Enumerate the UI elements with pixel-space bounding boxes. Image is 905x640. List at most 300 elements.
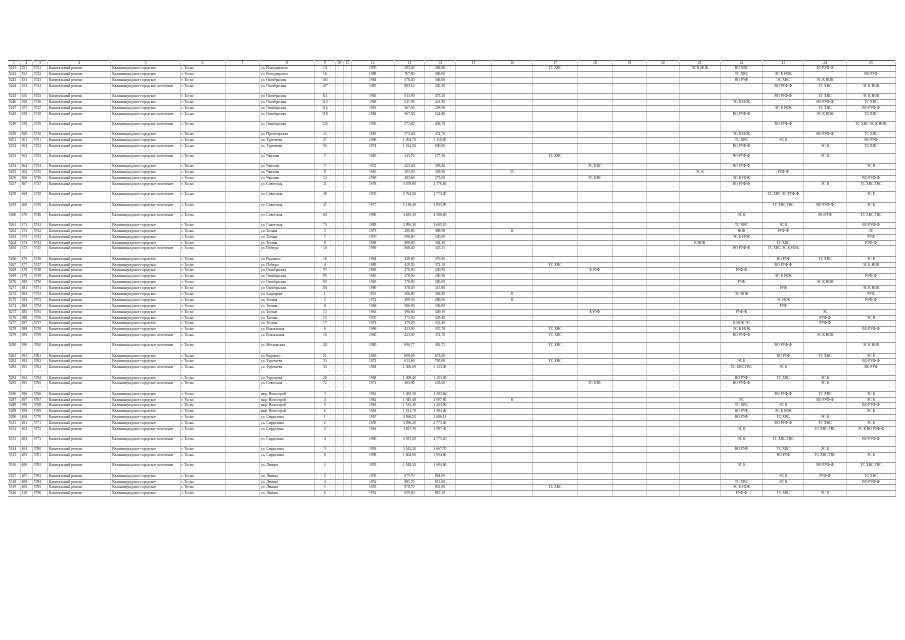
- table-cell: Калининградское городское: [111, 66, 180, 72]
- table-cell: 1: [315, 291, 335, 297]
- table-cell: 5722: [32, 72, 47, 78]
- table-row: [8, 381, 896, 391]
- table-cell: Калининградское городское: [111, 479, 180, 485]
- table-cell: [533, 365, 578, 375]
- table-cell: [577, 437, 612, 447]
- table-cell: Калининградское городское поселение: [111, 333, 180, 343]
- table-cell: 1958: [351, 421, 394, 427]
- table-cell: 5286: [8, 391, 20, 397]
- table-cell: 103: [315, 78, 335, 84]
- table-cell: 372: [20, 228, 32, 234]
- table-cell: Калининградское городское: [111, 415, 180, 421]
- table-cell: [612, 154, 647, 164]
- table-cell: Капитальный ремонт: [48, 391, 111, 397]
- table-cell: [455, 426, 492, 436]
- table-cell: Калининградское городское: [111, 403, 180, 409]
- table-cell: 101: [315, 286, 335, 292]
- table-cell: 5723: [32, 78, 47, 84]
- table-cell: ВО РУФ-Ф: [804, 132, 847, 138]
- column-number: 2: [20, 61, 32, 66]
- table-cell: 5728: [32, 111, 47, 121]
- table-cell: г. Тосно: [180, 132, 225, 138]
- table-cell: [455, 437, 492, 447]
- table-cell: г. Тосно: [180, 72, 225, 78]
- table-cell: 15: [315, 315, 335, 321]
- table-cell: [335, 463, 343, 473]
- table-cell: 343,70: [394, 154, 425, 164]
- table-cell: ЭС: [720, 397, 763, 403]
- table-cell: 1 366,00: [394, 365, 425, 375]
- table-cell: 5762: [32, 359, 47, 365]
- table-cell: [647, 463, 680, 473]
- table-row: [8, 182, 896, 192]
- table-cell: ЭС К: [804, 447, 847, 453]
- table-cell: [492, 333, 533, 343]
- table-cell: БО РУФ-Ф: [804, 66, 847, 72]
- table-cell: 107: [315, 84, 335, 94]
- table-cell: г. Тосно: [180, 491, 225, 497]
- table-cell: [763, 333, 804, 343]
- table-cell: 387: [20, 321, 32, 327]
- table-cell: [533, 212, 578, 222]
- table-cell: Калининградское городское: [111, 256, 180, 262]
- table-cell: [492, 192, 533, 202]
- table-cell: 5731: [32, 138, 47, 144]
- table-cell: 5320: [8, 491, 20, 497]
- table-cell: 1972: [351, 381, 394, 391]
- table-cell: 476,00: [425, 256, 456, 262]
- table-cell: 3 827,30: [394, 426, 425, 436]
- table-cell: 5263: [8, 234, 20, 240]
- table-cell: [577, 154, 612, 164]
- table-cell: 349,10: [425, 309, 456, 315]
- table-row: [8, 365, 896, 375]
- table-cell: ВО РУФ: [763, 256, 804, 262]
- table-cell: 4: [315, 479, 335, 485]
- table-cell: ВО РУФ-Ф: [846, 176, 895, 182]
- table-cell: ул. Рядового: [260, 353, 315, 359]
- table-cell: 378: [20, 268, 32, 274]
- table-cell: [612, 212, 647, 222]
- table-cell: 275,00: [425, 176, 456, 182]
- table-cell: ТС ХВС: [846, 100, 895, 106]
- table-cell: ул. Октябрьская: [260, 111, 315, 121]
- table-cell: 303,90: [394, 170, 425, 176]
- table-cell: г. Тосно: [180, 415, 225, 421]
- table-cell: 1 493,10: [394, 391, 425, 397]
- table-cell: 475,20: [425, 94, 456, 100]
- table-cell: [492, 122, 533, 132]
- table-cell: [343, 192, 351, 202]
- table-cell: Капитальный ремонт: [48, 409, 111, 415]
- table-cell: РУФ-Ф: [720, 491, 763, 497]
- table-cell: ул. Ленина: [260, 485, 315, 491]
- table-cell: Калининградское городское: [111, 132, 180, 138]
- table-cell: Калининградское городское: [111, 491, 180, 497]
- table-cell: ЭС К: [846, 202, 895, 212]
- table-cell: ЭС К НОК: [720, 100, 763, 106]
- table-cell: ТС ХВС ЭС К НОК: [763, 246, 804, 256]
- table-cell: [612, 381, 647, 391]
- table-cell: 5284: [8, 375, 20, 381]
- table-cell: [647, 84, 680, 94]
- table-cell: [225, 144, 260, 154]
- table-cell: 1962: [351, 426, 394, 436]
- table-cell: Калининградское городское: [111, 262, 180, 268]
- table-row: [8, 111, 896, 121]
- table-cell: Капитальный ремонт: [48, 375, 111, 381]
- table-cell: 353: [20, 78, 32, 84]
- table-cell: 5242: [8, 72, 20, 78]
- table-cell: 5260: [8, 212, 20, 222]
- table-cell: 393: [20, 365, 32, 375]
- table-cell: Капитальный ремонт: [48, 463, 111, 473]
- table-cell: ВО РУФ-Ф: [720, 111, 763, 121]
- table-cell: 118: [315, 111, 335, 121]
- table-cell: 378,90: [394, 274, 425, 280]
- table-cell: Капитальный ремонт: [48, 66, 111, 72]
- table-cell: РУФ-Ф: [846, 240, 895, 246]
- table-cell: 1 283,60: [425, 391, 456, 397]
- table-cell: Капитальный ремонт: [48, 94, 111, 100]
- table-cell: 34: [315, 365, 335, 375]
- table-cell: ул. Тотина: [260, 303, 315, 309]
- table-cell: 5243: [8, 78, 20, 84]
- table-cell: Капитальный ремонт: [48, 72, 111, 78]
- table-cell: Капитальный ремонт: [48, 403, 111, 409]
- table-cell: ВО РУФ: [720, 409, 763, 415]
- table-cell: [533, 246, 578, 256]
- table-cell: [647, 381, 680, 391]
- table-cell: ТС ХВС: [846, 132, 895, 138]
- table-cell: ВО РУФ-Ф: [804, 463, 847, 473]
- table-cell: [679, 111, 720, 121]
- table-cell: Калининградское городское: [111, 138, 180, 144]
- table-cell: ул. Советская: [260, 182, 315, 192]
- table-cell: [846, 246, 895, 256]
- table-cell: 5741: [32, 222, 47, 228]
- table-cell: ЭС К: [804, 144, 847, 154]
- table-cell: 5248: [8, 111, 20, 121]
- table-cell: Капитальный ремонт: [48, 212, 111, 222]
- table-cell: [533, 192, 578, 202]
- table-cell: Капитальный ремонт: [48, 359, 111, 365]
- table-cell: [612, 463, 647, 473]
- table-cell: ТС ХВС: [763, 375, 804, 381]
- table-cell: 5733: [32, 154, 47, 164]
- table-cell: 1955: [351, 485, 394, 491]
- table-cell: 374: [20, 240, 32, 246]
- table-cell: [679, 463, 720, 473]
- table-cell: г. Тосно: [180, 256, 225, 262]
- table-cell: [225, 202, 260, 212]
- table-cell: [492, 381, 533, 391]
- table-cell: 1952: [351, 491, 394, 497]
- table-cell: г. Тосно: [180, 246, 225, 256]
- table-cell: Калининградское городское: [111, 240, 180, 246]
- table-cell: 2 686,11: [425, 415, 456, 421]
- table-cell: 3 542,20: [394, 447, 425, 453]
- table-cell: 1955: [351, 463, 394, 473]
- table-cell: [577, 144, 612, 154]
- table-cell: Капитальный ремонт: [48, 353, 111, 359]
- table-cell: ул. Октябрьская: [260, 94, 315, 100]
- table-cell: 1985: [351, 84, 394, 94]
- table-cell: 5732: [32, 144, 47, 154]
- table-cell: 492,71: [425, 343, 456, 353]
- table-cell: Калининградское городское: [111, 94, 180, 100]
- table-cell: ТС: [492, 170, 533, 176]
- table-cell: 5737: [32, 182, 47, 192]
- table-row: [8, 212, 896, 222]
- table-cell: [455, 212, 492, 222]
- table-cell: г. Тосно: [180, 66, 225, 72]
- table-cell: 1969: [351, 176, 394, 182]
- table-cell: г. Тосно: [180, 359, 225, 365]
- table-cell: 386,00: [425, 72, 456, 78]
- table-cell: ул. Октябрьская: [260, 274, 315, 280]
- table-cell: [679, 333, 720, 343]
- table-cell: [455, 333, 492, 343]
- table-row: [8, 246, 896, 256]
- table-cell: РУФ-Ф: [763, 170, 804, 176]
- table-cell: Калининградское городское: [111, 274, 180, 280]
- table-cell: г. Тосно: [180, 453, 225, 463]
- table-cell: ЭС К НОК: [804, 280, 847, 286]
- table-cell: [335, 333, 343, 343]
- table-cell: [846, 154, 895, 164]
- table-cell: ВО РУФ-Ф: [804, 202, 847, 212]
- table-cell: ул. Сирдолина: [260, 453, 315, 463]
- table-cell: [492, 365, 533, 375]
- table-cell: [455, 343, 492, 353]
- column-number: 5: [111, 61, 180, 66]
- table-cell: ЭС К: [720, 212, 763, 222]
- table-cell: [335, 154, 343, 164]
- table-row: [8, 453, 896, 463]
- table-cell: 1981: [351, 106, 394, 112]
- table-cell: 357: [20, 106, 32, 112]
- table-cell: 378,80: [394, 280, 425, 286]
- table-cell: К: [492, 228, 533, 234]
- table-cell: [455, 192, 492, 202]
- table-cell: 3: [315, 391, 335, 397]
- table-cell: ул. Чкалова: [260, 154, 315, 164]
- table-cell: ЭС К: [720, 359, 763, 365]
- table-cell: 10: [315, 333, 335, 343]
- table-cell: [577, 333, 612, 343]
- table-cell: [720, 122, 763, 132]
- table-cell: 400: [20, 415, 32, 421]
- table-cell: [612, 111, 647, 121]
- table-cell: 5782: [32, 463, 47, 473]
- table-cell: Калининградское городское: [111, 353, 180, 359]
- table-cell: 5760: [32, 343, 47, 353]
- table-cell: [846, 491, 895, 497]
- table-cell: Калининградское городское: [111, 234, 180, 240]
- table-cell: [577, 192, 612, 202]
- table-cell: 396,60: [394, 309, 425, 315]
- table-cell: [533, 122, 578, 132]
- table-cell: [225, 491, 260, 497]
- table-cell: г. Тосно: [180, 297, 225, 303]
- table-cell: 4: [315, 397, 335, 403]
- table-cell: ЭС К: [846, 391, 895, 397]
- table-cell: ЭС К: [720, 463, 763, 473]
- table-cell: ТС ХВС: [533, 262, 578, 268]
- table-cell: ТС ХВС: [720, 72, 763, 78]
- table-cell: Калининградское городское: [111, 447, 180, 453]
- table-cell: г. Тосно: [180, 397, 225, 403]
- table-cell: 5: [315, 447, 335, 453]
- table-cell: [720, 202, 763, 212]
- table-cell: Капитальный ремонт: [48, 164, 111, 170]
- table-cell: 5279: [8, 333, 20, 343]
- table-cell: ВО РУФ: [804, 212, 847, 222]
- table-cell: [612, 122, 647, 132]
- table-cell: 23: [315, 359, 335, 365]
- table-row: [8, 84, 896, 94]
- table-cell: [804, 246, 847, 256]
- table-cell: г. Тосно: [180, 234, 225, 240]
- table-row: [8, 426, 896, 436]
- table-cell: г. Тосно: [180, 463, 225, 473]
- table-cell: 1963: [351, 403, 394, 409]
- table-cell: 356,90: [425, 291, 456, 297]
- table-cell: ВО РУФ: [846, 365, 895, 375]
- table-cell: 696,77: [394, 343, 425, 353]
- table-cell: [577, 453, 612, 463]
- table-cell: 5785: [32, 485, 47, 491]
- table-cell: ВО РУФ: [763, 353, 804, 359]
- table-cell: Капитальный ремонт: [48, 202, 111, 212]
- table-cell: ул. Октябрьская: [260, 100, 315, 106]
- table-cell: 371: [20, 222, 32, 228]
- table-cell: 5744: [32, 240, 47, 246]
- table-cell: г. Тосно: [180, 403, 225, 409]
- table-cell: ЭС К НОК: [720, 176, 763, 182]
- table-cell: 567,50: [394, 111, 425, 121]
- table-cell: К: [492, 297, 533, 303]
- table-cell: Калининградское городское поселение: [111, 365, 180, 375]
- table-cell: 3 596,53: [394, 415, 425, 421]
- table-cell: ЭС К: [763, 473, 804, 479]
- table-cell: 441,90: [425, 100, 456, 106]
- table-cell: ул. Чкалова: [260, 176, 315, 182]
- table-cell: ТС ХВС: [720, 479, 763, 485]
- table-cell: 5259: [8, 202, 20, 212]
- table-cell: Калининградское городское: [111, 473, 180, 479]
- table-cell: 361: [20, 138, 32, 144]
- table-cell: Калининградское городское поселение: [111, 84, 180, 94]
- table-cell: 5270: [8, 280, 20, 286]
- table-cell: Капитальный ремонт: [48, 473, 111, 479]
- table-cell: [679, 426, 720, 436]
- table-cell: 5765: [32, 381, 47, 391]
- table-cell: Калининградское городское поселение: [111, 122, 180, 132]
- table-cell: 1984: [351, 256, 394, 262]
- table-cell: г. Тосно: [180, 309, 225, 315]
- table-cell: ул. Тотина: [260, 240, 315, 246]
- table-cell: 5250: [8, 132, 20, 138]
- table-cell: [804, 437, 847, 447]
- table-cell: 1965: [351, 94, 394, 100]
- table-cell: мкр. Новострой: [260, 409, 315, 415]
- table-cell: 385,00: [425, 280, 456, 286]
- table-cell: [647, 491, 680, 497]
- table-cell: 21: [315, 353, 335, 359]
- table-cell: ул. Ленина: [260, 463, 315, 473]
- table-cell: [455, 453, 492, 463]
- table-cell: [492, 111, 533, 121]
- table-cell: 856,00: [425, 144, 456, 154]
- table-cell: [455, 463, 492, 473]
- table-cell: [225, 453, 260, 463]
- register-body: [8, 61, 896, 497]
- table-cell: Калининградское городское поселение: [111, 182, 180, 192]
- table-cell: Капитальный ремонт: [48, 100, 111, 106]
- table-cell: [647, 182, 680, 192]
- table-cell: 1965: [351, 274, 394, 280]
- table-cell: 813,00: [425, 479, 456, 485]
- table-cell: г. Тосно: [180, 365, 225, 375]
- table-cell: 3 587,30: [425, 426, 456, 436]
- table-cell: 363: [20, 154, 32, 164]
- table-cell: [343, 144, 351, 154]
- table-cell: ул. Ленина: [260, 473, 315, 479]
- table-cell: 1 383,00: [425, 409, 456, 415]
- table-cell: Капитальный ремонт: [48, 132, 111, 138]
- table-cell: [679, 453, 720, 463]
- table-cell: г. Тосно: [180, 262, 225, 268]
- table-cell: 1969: [351, 327, 394, 333]
- table-cell: К РУФ: [577, 268, 612, 274]
- table-cell: 1 094,60: [425, 453, 456, 463]
- table-cell: 1972: [351, 164, 394, 170]
- table-cell: Калининградское городское: [111, 164, 180, 170]
- table-cell: ул. Советская: [260, 381, 315, 391]
- table-cell: 1955: [351, 473, 394, 479]
- table-cell: ул. Октябрьская: [260, 106, 315, 112]
- table-cell: г. Тосно: [180, 164, 225, 170]
- table-cell: Калининградское городское: [111, 100, 180, 106]
- table-cell: РУФ-Ф: [804, 473, 847, 479]
- table-cell: [720, 343, 763, 353]
- table-cell: Капитальный ремонт: [48, 415, 111, 421]
- table-cell: Капитальный ремонт: [48, 240, 111, 246]
- table-cell: [225, 463, 260, 473]
- table-cell: РУФ-Ф: [720, 268, 763, 274]
- table-cell: [612, 246, 647, 256]
- table-cell: 408,80: [394, 240, 425, 246]
- table-cell: [679, 84, 720, 94]
- table-cell: 362: [20, 144, 32, 154]
- table-cell: ЭС К: [763, 479, 804, 485]
- table-cell: г. Тосно: [180, 479, 225, 485]
- table-cell: ВО РУФ-Ф: [720, 182, 763, 192]
- table-cell: 333,90: [394, 94, 425, 100]
- table-cell: НОК: [720, 228, 763, 234]
- table-cell: 366: [20, 176, 32, 182]
- table-cell: ЭС К: [763, 138, 804, 144]
- table-cell: ВО РУФ-Ф: [804, 397, 847, 403]
- table-cell: 1989: [351, 262, 394, 268]
- table-cell: [577, 212, 612, 222]
- table-cell: [679, 491, 720, 497]
- table-cell: 375,20: [394, 321, 425, 327]
- table-cell: ВО РУФ: [720, 447, 763, 453]
- table-cell: [492, 463, 533, 473]
